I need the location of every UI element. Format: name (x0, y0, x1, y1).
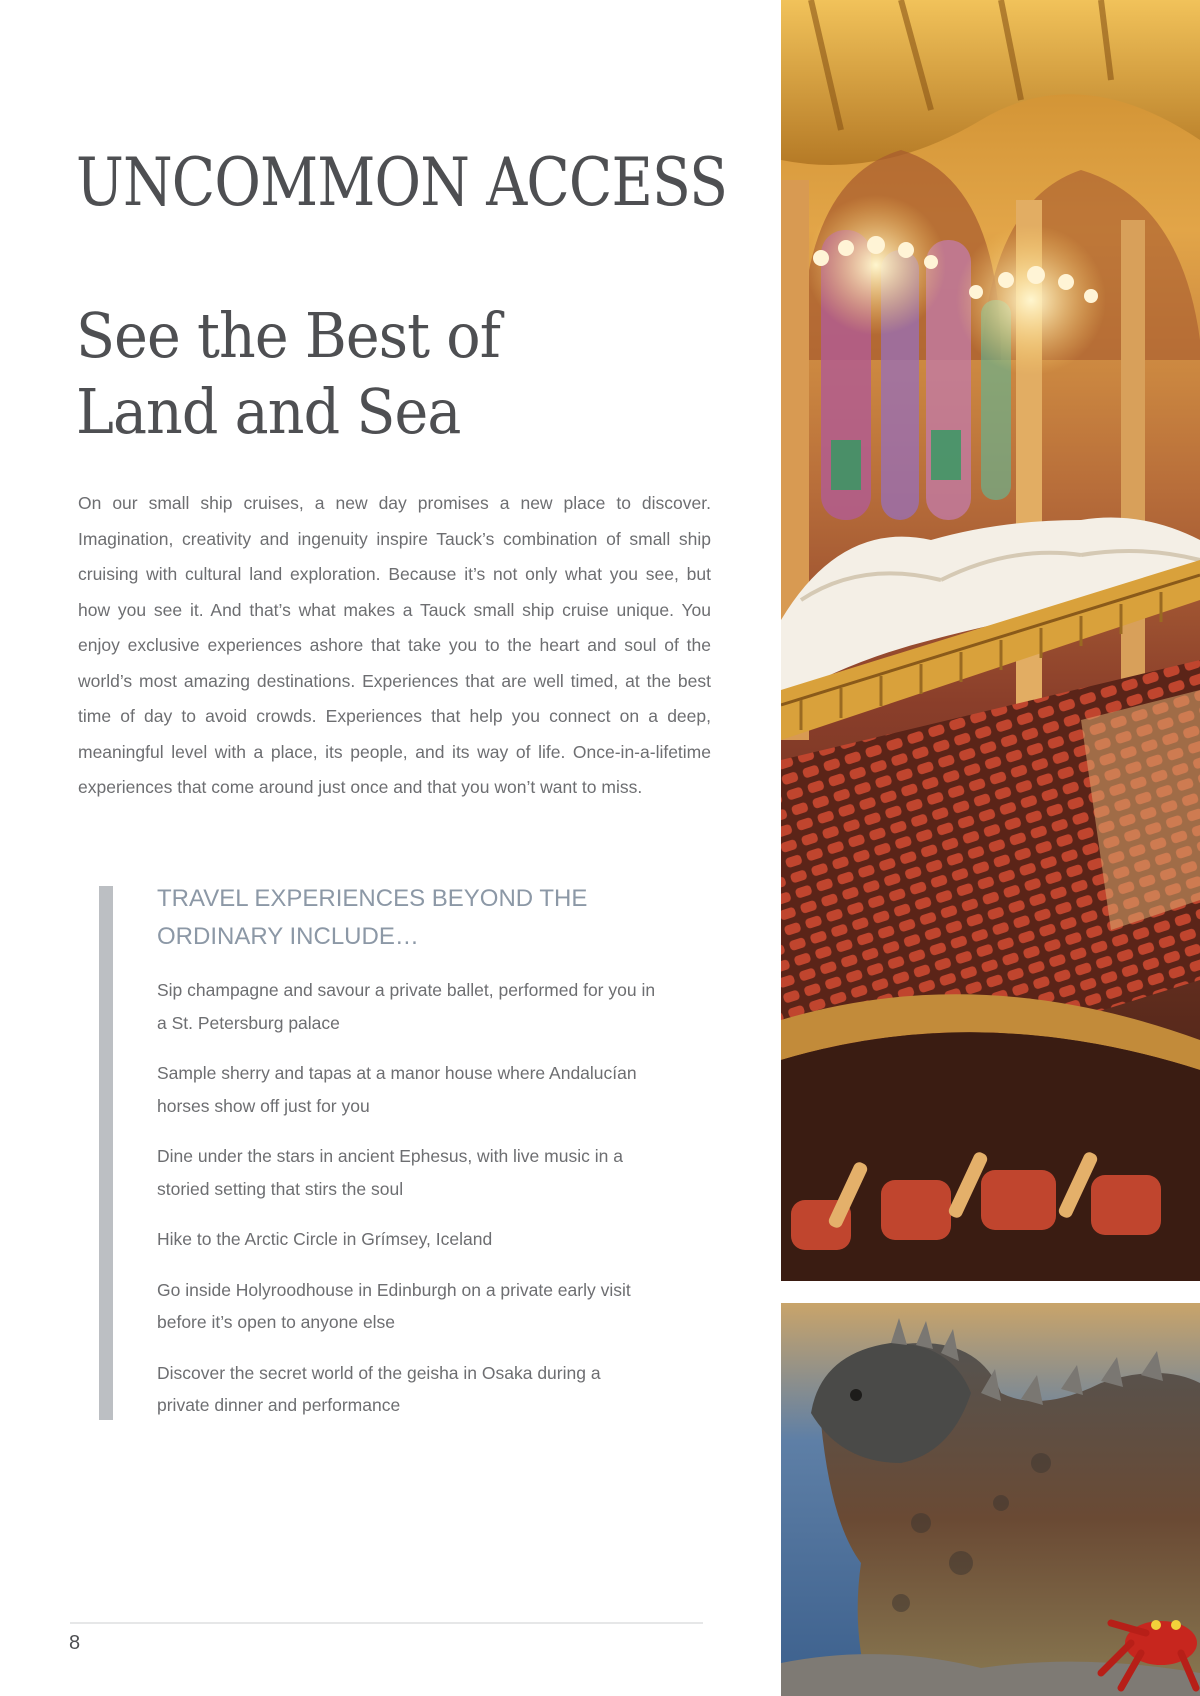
list-item: Dine under the stars in ancient Ephesus, with live music in a storied setting that stirs the soul (157, 1146, 623, 1199)
experiences-callout (157, 880, 677, 1440)
list-item: Sample sherry and tapas at a manor house where Andalucían horses show off just for you (157, 1063, 637, 1116)
experiences-list (157, 974, 677, 1422)
subheading-line: See the Best of (76, 299, 500, 372)
intro-paragraph: On our small ship cruises, a new day promises a new place to discover. Imagination, creativity and ingenuity inspire Tauck’s combination of small ship cruising with cultural land exploration. Because it’s not only what you see, but how you see it. And that’s what makes a Tauck small ship cruise unique. You enjoy exclusive experiences ashore that take you to the heart and soul of the world’s most amazing destinations. Experiences that are well timed, at the best time of day to avoid crowds. Experiences that help you connect on a deep, meaningful level with a place, its people, and its way of life. Once-in-a-lifetime experiences that come around just once and that you won’t want to miss. (78, 493, 711, 797)
callout-title: TRAVEL EXPERIENCES BEYOND THE ORDINARY INCLUDE… (157, 885, 588, 950)
list-item: Go inside Holyroodhouse in Edinburgh on a private early visit before it’s open to anyone else (157, 1279, 631, 1332)
list-item: Sip champagne and savour a private ballet, performed for you in a St. Petersburg palace (157, 980, 656, 1033)
iguana-photo (781, 1303, 1200, 1696)
footer-divider (70, 1622, 703, 1624)
callout-accent-bar (99, 886, 113, 1420)
page-number: 8 (69, 1632, 81, 1654)
concert-hall-photo (781, 0, 1200, 1281)
page-subheading (76, 298, 500, 450)
list-item: Hike to the Arctic Circle in Grímsey, Iceland (157, 1229, 493, 1249)
list-item: Discover the secret world of the geisha in Osaka during a private dinner and performance (157, 1362, 601, 1415)
page-headline: UNCOMMON ACCESS (76, 144, 728, 221)
subheading-line: Land and Sea (76, 375, 461, 448)
